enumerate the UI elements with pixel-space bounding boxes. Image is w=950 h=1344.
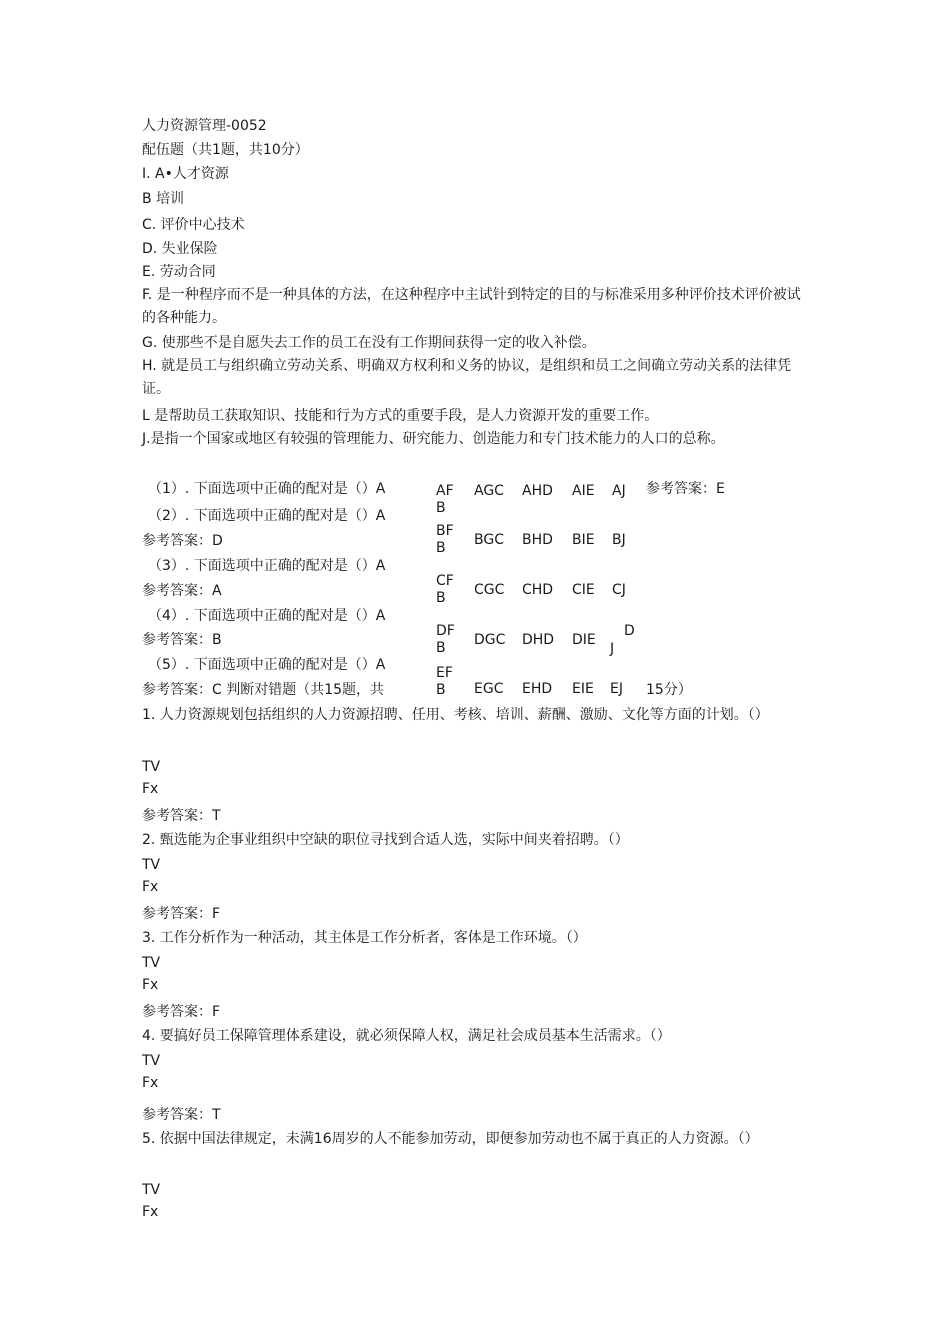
grid-cell-aj: AJ — [612, 483, 626, 499]
grid-cell-ej: EJ — [610, 681, 623, 697]
tf-question-1: 1. 人力资源规划包括组织的人力资源招聘、任用、考核、培训、薪酬、激励、文化等方面的计划。（） — [142, 707, 769, 723]
grid-cell-cgc: CGC — [474, 582, 505, 598]
grid-cell-eie: EIE — [572, 681, 594, 697]
grid-cell-chd: CHD — [522, 582, 554, 598]
match-answer-3: 参考答案：A — [142, 583, 222, 599]
tf-option-true-2: TV — [142, 857, 161, 873]
grid-cell-af: AF — [436, 483, 454, 499]
option-e: E. 劳动合同 — [142, 264, 216, 280]
tf-option-false-4: Fx — [142, 1075, 159, 1091]
tf-question-4: 4. 要搞好员工保障管理体系建设，就必须保障人权，满足社会成员基本生活需求。（） — [142, 1028, 671, 1044]
grid-cell-dj-j: J — [610, 641, 615, 657]
match-answer-1: 参考答案：E — [646, 481, 725, 497]
match-question-2: （2）. 下面选项中正确的配对是（）A — [148, 508, 386, 524]
grid-cell-bf-b: B — [436, 540, 446, 556]
match-answer-5: 参考答案：C 判断对错题（共15题，共 — [142, 682, 385, 698]
grid-cell-dj-d: D — [624, 623, 635, 639]
section-heading-tf-tail: 15分） — [646, 682, 692, 698]
tf-answer-3: 参考答案：F — [142, 1004, 221, 1020]
option-h: H. 就是员工与组织确立劳动关系、明确双方权利和义务的协议，是组织和员工之间确立劳动关系的法律凭证。 — [142, 358, 792, 397]
option-b: B 培训 — [142, 191, 185, 207]
match-question-5: （5）. 下面选项中正确的配对是（）A — [148, 657, 386, 673]
tf-question-3: 3. 工作分析作为一种活动，其主体是工作分析者，客体是工作环境。（） — [142, 930, 587, 946]
tf-option-false-1: Fx — [142, 781, 159, 797]
option-c: C. 评价中心技术 — [142, 217, 245, 233]
grid-cell-ef: EF — [436, 665, 453, 681]
grid-cell-ef-b: B — [436, 682, 446, 698]
tf-option-true-1: TV — [142, 759, 161, 775]
tf-question-2: 2. 甄选能为企事业组织中空缺的职位寻找到合适人选，实际中间夹着招聘。（） — [142, 832, 629, 848]
grid-cell-ehd: EHD — [522, 681, 553, 697]
grid-cell-cf-b: B — [436, 590, 446, 606]
tf-option-false-3: Fx — [142, 977, 159, 993]
option-g: G. 使那些不是自愿失去工作的员工在没有工作期间获得一定的收入补偿。 — [142, 335, 596, 351]
tf-question-5: 5. 依据中国法律规定，未满16周岁的人不能参加劳动，即便参加劳动也不属于真正的人力资源。（） — [142, 1131, 759, 1147]
grid-cell-af-b: B — [436, 500, 446, 516]
grid-cell-cie: CIE — [572, 582, 595, 598]
grid-cell-dgc: DGC — [474, 632, 506, 648]
match-question-3: （3）. 下面选项中正确的配对是（）A — [148, 558, 386, 574]
tf-answer-2: 参考答案：F — [142, 906, 221, 922]
tf-answer-1: 参考答案：T — [142, 808, 221, 824]
option-d: D. 失业保险 — [142, 241, 218, 257]
grid-cell-df: DF — [436, 623, 455, 639]
option-i: L 是帮助员工获取知识、技能和行为方式的重要手段，是人力资源开发的重要工作。 — [142, 408, 659, 424]
tf-option-true-5: TV — [142, 1182, 161, 1198]
match-question-1: （1）. 下面选项中正确的配对是（）A — [148, 481, 386, 497]
grid-cell-ahd: AHD — [522, 483, 553, 499]
grid-cell-bf: BF — [436, 523, 454, 539]
grid-cell-df-b: B — [436, 640, 446, 656]
option-a: I. A•人才资源 — [142, 166, 229, 182]
grid-cell-bj: BJ — [612, 532, 626, 548]
match-answer-4: 参考答案：B — [142, 632, 222, 648]
grid-cell-die: DIE — [572, 632, 596, 648]
tf-answer-4: 参考答案：T — [142, 1107, 221, 1123]
match-answer-2: 参考答案：D — [142, 533, 223, 549]
grid-cell-dhd: DHD — [522, 632, 555, 648]
tf-option-true-4: TV — [142, 1053, 161, 1069]
grid-cell-aie: AIE — [572, 483, 595, 499]
grid-cell-egc: EGC — [474, 681, 504, 697]
match-question-4: （4）. 下面选项中正确的配对是（）A — [148, 608, 386, 624]
grid-cell-bgc: BGC — [474, 532, 504, 548]
section-heading-matching: 配伍题（共1题，共10分） — [142, 142, 309, 158]
option-j: J.是指一个国家或地区有较强的管理能力、研究能力、创造能力和专门技术能力的人口的总称。 — [142, 431, 725, 447]
option-f: F. 是一种程序而不是一种具体的方法，在这种程序中主试针到特定的目的与标准采用多种评价技术评价被试的各种能力。 — [142, 287, 801, 326]
grid-cell-bhd: BHD — [522, 532, 553, 548]
tf-option-false-2: Fx — [142, 879, 159, 895]
grid-cell-agc: AGC — [474, 483, 504, 499]
document-title: 人力资源管理-0052 — [142, 118, 267, 134]
grid-cell-cj: CJ — [612, 582, 626, 598]
tf-option-false-5: Fx — [142, 1204, 159, 1220]
grid-cell-bie: BIE — [572, 532, 595, 548]
grid-cell-cf: CF — [436, 573, 454, 589]
tf-option-true-3: TV — [142, 955, 161, 971]
